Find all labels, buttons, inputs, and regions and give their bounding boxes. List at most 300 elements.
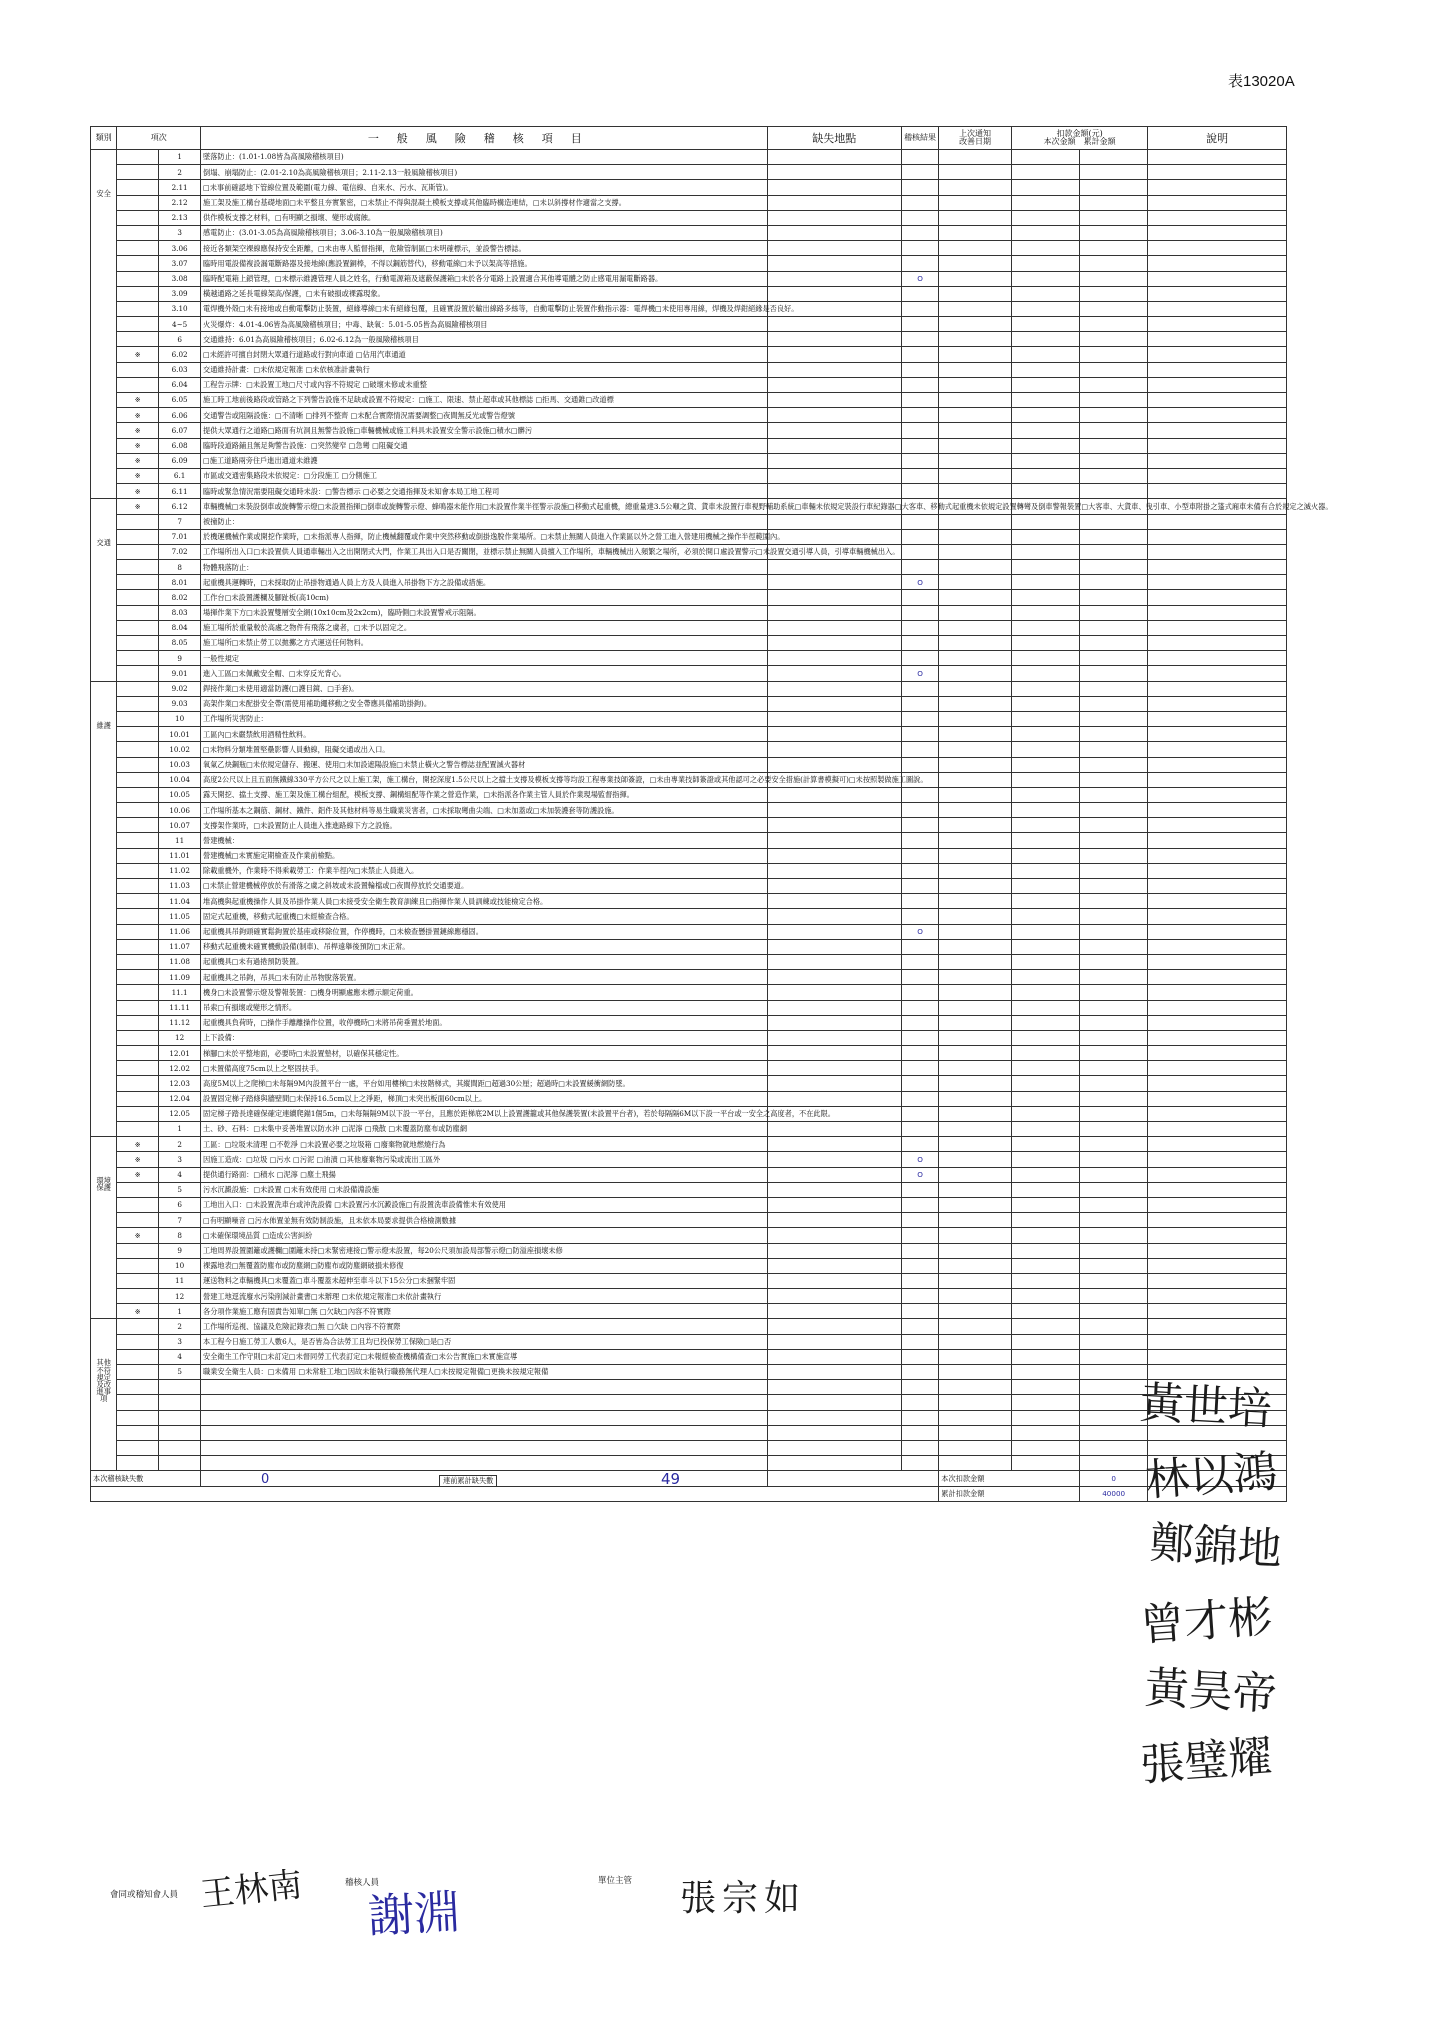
row-total-amount: [1080, 1061, 1148, 1076]
row-total-amount: [1080, 1243, 1148, 1258]
row-star: [117, 1015, 159, 1030]
row-remarks: [1148, 195, 1287, 210]
rows-body: [91, 150, 1333, 1471]
row-remarks: [1148, 666, 1287, 681]
row-text: 機身□未設置警示燈及警報裝置：□機身明顯處應未標示額定荷重。: [201, 985, 768, 1000]
row-remarks: [1148, 529, 1287, 544]
row-remarks: [1148, 924, 1287, 939]
row-total-amount: [1080, 514, 1148, 529]
row-audit-result: [901, 1228, 938, 1243]
row-total-amount: [1080, 438, 1148, 453]
row-remarks: [1148, 848, 1287, 863]
row-number: 6.04: [159, 377, 201, 392]
row-total-amount: [1080, 529, 1148, 544]
this-deduct-value: 0: [1080, 1471, 1148, 1486]
right-signature: 黃昊帝: [1143, 1662, 1279, 1721]
row-number: 4: [159, 1167, 201, 1182]
row-number: 9: [159, 1243, 201, 1258]
row-number: 10.06: [159, 803, 201, 818]
row-star: [117, 560, 159, 575]
row-improve-date: [939, 332, 1012, 347]
table-row: [91, 803, 1287, 818]
row-location: [767, 620, 901, 635]
row-audit-result: [901, 1304, 938, 1319]
row-location: [767, 727, 901, 742]
row-number: 7: [159, 514, 201, 529]
row-text: 污水沉澱設施：□未設置 □未有效使用 □未設備淵設施: [201, 1182, 768, 1197]
row-number: 12.02: [159, 1061, 201, 1076]
row-remarks: [1148, 711, 1287, 726]
row-audit-result: [901, 180, 938, 195]
row-text: □未禁止營建機械停放於有滑落之虞之斜坡或未設置輪檔或□夜間停放於交通要道。: [201, 879, 768, 894]
row-total-amount: [1080, 636, 1148, 651]
row-total-amount: [1080, 1091, 1148, 1106]
row-this-amount: [1011, 484, 1079, 499]
row-number: 6.03: [159, 362, 201, 377]
row-text: 氧氣乙炔鋼瓶□未依規定儲存、搬運、使用□未加設遮陽設施□未禁止橫火之警告標誌並配置滅火器材: [201, 757, 768, 772]
table-row: [91, 1456, 1287, 1471]
row-number: [159, 1410, 201, 1425]
row-audit-result: [901, 1015, 938, 1030]
row-location: [767, 879, 901, 894]
row-text: [201, 1456, 768, 1471]
row-remarks: [1148, 1106, 1287, 1121]
row-this-amount: [1011, 393, 1079, 408]
row-improve-date: [939, 666, 1012, 681]
row-star: [117, 803, 159, 818]
row-improve-date: [939, 150, 1012, 165]
row-text: 高度5M以上之爬梯□未每隔9M內設置平台一處，平台如用樓梯□未按階梯式，其縱間距□超過30公厘；超過時□未設置緩衝網防墜。: [201, 1076, 768, 1091]
table-row: [91, 1197, 1287, 1212]
table-row: [91, 393, 1287, 408]
row-star: [117, 1213, 159, 1228]
row-audit-result: O: [901, 1167, 938, 1182]
row-text: 施工場所於重量較於高處之物件有飛落之虞者，□未予以固定之。: [201, 620, 768, 635]
table-row: [91, 301, 1287, 316]
row-star: [117, 271, 159, 286]
row-number: 6.09: [159, 453, 201, 468]
row-remarks: [1148, 1091, 1287, 1106]
row-star: [117, 514, 159, 529]
row-this-amount: [1011, 909, 1079, 924]
row-star: [117, 894, 159, 909]
row-total-amount: [1080, 1319, 1148, 1334]
row-improve-date: [939, 939, 1012, 954]
row-star: [117, 1091, 159, 1106]
row-text: [201, 1410, 768, 1425]
row-location: [767, 347, 901, 362]
row-this-amount: [1011, 1137, 1079, 1152]
row-number: 6.07: [159, 423, 201, 438]
row-total-amount: [1080, 1365, 1148, 1380]
row-improve-date: [939, 423, 1012, 438]
row-audit-result: [901, 711, 938, 726]
row-audit-result: [901, 1030, 938, 1045]
row-remarks: [1148, 1258, 1287, 1273]
row-text: 堆高機與起重機操作人員及吊掛作業人員□未接受安全衛生教育訓練且□指揮作業人員訓練或技能檢定合格。: [201, 894, 768, 909]
row-this-amount: [1011, 408, 1079, 423]
row-location: [767, 468, 901, 483]
row-location: [767, 1046, 901, 1061]
row-location: [767, 529, 901, 544]
row-total-amount: [1080, 757, 1148, 772]
row-total-amount: [1080, 1152, 1148, 1167]
row-total-amount: [1080, 484, 1148, 499]
row-location: [767, 1319, 901, 1334]
table-row: [91, 1167, 1287, 1182]
row-number: 11.12: [159, 1015, 201, 1030]
row-star: [117, 833, 159, 848]
row-text: 工作台□未設置護欄及腳趾板(高10cm): [201, 590, 768, 605]
row-audit-result: [901, 362, 938, 377]
row-star: [117, 620, 159, 635]
row-remarks: [1148, 301, 1287, 316]
row-improve-date: [939, 514, 1012, 529]
row-location: [767, 560, 901, 575]
row-this-amount: [1011, 1440, 1079, 1455]
row-improve-date: [939, 575, 1012, 590]
row-location: [767, 742, 901, 757]
row-text: 臨時用電設備複設漏電斷路器及接地線(應設置銅棒，不得以鋼筋替代)，移動電線□未予以架高等措施。: [201, 256, 768, 271]
right-signature: 曾才彬: [1138, 1591, 1274, 1652]
row-this-amount: [1011, 1167, 1079, 1182]
row-star: [117, 1106, 159, 1121]
row-audit-result: [901, 317, 938, 332]
row-number: 2.11: [159, 180, 201, 195]
row-total-amount: [1080, 681, 1148, 696]
row-audit-result: [901, 590, 938, 605]
row-location: [767, 636, 901, 651]
row-remarks: [1148, 332, 1287, 347]
row-number: 7: [159, 1213, 201, 1228]
row-location: [767, 241, 901, 256]
row-location: [767, 317, 901, 332]
row-remarks: [1148, 1015, 1287, 1030]
row-star: [117, 954, 159, 969]
row-total-amount: [1080, 985, 1148, 1000]
row-number: 8.04: [159, 620, 201, 635]
row-improve-date: [939, 696, 1012, 711]
row-location: [767, 1380, 901, 1395]
row-text: 移動式起重機未確實機動設備(制車)、吊桿遠舉後預防□未正常。: [201, 939, 768, 954]
row-audit-result: [901, 1334, 938, 1349]
row-star: ※: [117, 453, 159, 468]
row-this-amount: [1011, 894, 1079, 909]
row-location: [767, 894, 901, 909]
table-row: [91, 681, 1287, 696]
row-audit-result: [901, 1213, 938, 1228]
header-this-amount: 本次金額: [1043, 137, 1076, 146]
row-improve-date: [939, 1046, 1012, 1061]
row-remarks: [1148, 1000, 1287, 1015]
row-text: 工作場所巡視、協議及危險記錄表□無 □欠缺 □內容不符實際: [201, 1319, 768, 1334]
row-star: [117, 1380, 159, 1395]
footer-defects-cell: [201, 1470, 768, 1489]
table-row: [91, 1334, 1287, 1349]
header-total-amount: 累計金額: [1083, 137, 1116, 146]
row-this-amount: [1011, 1243, 1079, 1258]
row-total-amount: [1080, 256, 1148, 271]
row-text: 高度2公尺以上且五面無鐵線330平方公尺之以上施工架，施工構台，開挖深度1.5公尺以上之擋土支撐及模板支撐等均設工程專業技師簽證，□未由專業技師簽證或其他認可之必要安全措施(計算書模擬可)□未按照製做施工圖說。: [201, 772, 768, 787]
table-row: [91, 1395, 1287, 1410]
row-audit-result: O: [901, 271, 938, 286]
header-item-no: 項次: [117, 127, 201, 150]
row-this-amount: [1011, 696, 1079, 711]
row-text: 露天開挖、擋土支撐、施工架及施工構台組配，模板支撐、鋼構組配等作業之營造作業，□未指派各作業主管人員於作業現場監督指揮。: [201, 787, 768, 802]
row-this-amount: [1011, 544, 1079, 559]
supervisor-label: 單位主管: [598, 1876, 633, 1886]
table-row: [91, 1349, 1287, 1364]
table-row: [91, 1015, 1287, 1030]
table-row: [91, 1365, 1287, 1380]
row-text: 起重機具吊鉤頭確實鬆鉤置於基座或移除位置，作停機時，□未檢查懸掛置鏈線應穩固。: [201, 924, 768, 939]
row-this-amount: [1011, 1182, 1079, 1197]
row-audit-result: [901, 1106, 938, 1121]
row-remarks: [1148, 1334, 1287, 1349]
row-star: [117, 150, 159, 165]
row-location: [767, 1076, 901, 1091]
row-audit-result: [901, 1440, 938, 1455]
row-number: 4~5: [159, 317, 201, 332]
row-audit-result: [901, 1091, 938, 1106]
row-audit-result: [901, 1137, 938, 1152]
row-star: [117, 848, 159, 863]
row-this-amount: [1011, 347, 1079, 362]
row-text: 梯腳□未於平整地面，必要時□未設置墊材，以確保其穩定性。: [201, 1046, 768, 1061]
row-text: 高架作業□未配掛安全帶(需使用補助繩移動之安全帶應具備補助掛鉤)。: [201, 696, 768, 711]
row-star: [117, 696, 159, 711]
row-this-amount: [1011, 195, 1079, 210]
total-deduct-value: 40000: [1080, 1486, 1148, 1501]
row-location: [767, 332, 901, 347]
table-row: [91, 256, 1287, 271]
row-improve-date: [939, 529, 1012, 544]
row-this-amount: [1011, 727, 1079, 742]
row-audit-result: [901, 377, 938, 392]
row-text: 施工場所□未禁止勞工以拋擲之方式運送任何物料。: [201, 636, 768, 651]
table-row: [91, 1030, 1287, 1045]
row-number: 3.09: [159, 286, 201, 301]
row-location: [767, 453, 901, 468]
row-audit-result: [901, 1000, 938, 1015]
row-text: 工區內□未嚴禁飲用酒精性飲料。: [201, 727, 768, 742]
row-audit-result: [901, 241, 938, 256]
row-audit-result: [901, 484, 938, 499]
row-location: [767, 924, 901, 939]
row-this-amount: [1011, 150, 1079, 165]
row-remarks: [1148, 225, 1287, 240]
table-row: [91, 1213, 1287, 1228]
row-number: 11.02: [159, 863, 201, 878]
row-number: 11: [159, 1273, 201, 1288]
header-last-notice: [939, 127, 1012, 150]
row-location: [767, 408, 901, 423]
row-improve-date: [939, 1304, 1012, 1319]
form-number: 表13020A: [1228, 73, 1295, 90]
row-star: [117, 970, 159, 985]
row-this-amount: [1011, 772, 1079, 787]
row-audit-result: [901, 1258, 938, 1273]
row-audit-result: [901, 727, 938, 742]
row-number: 2.13: [159, 210, 201, 225]
row-this-amount: [1011, 1213, 1079, 1228]
row-improve-date: [939, 468, 1012, 483]
row-audit-result: [901, 1243, 938, 1258]
row-text: 於機運機械作業或開挖作業時，□未指派專人指揮，防止機械翻覆或作業中突然移動或倒掛逸脫作業場所。□未禁止無關人員進入作業區以外之營工進入營建用機械之操作半徑範圍內。: [201, 529, 768, 544]
row-audit-result: [901, 833, 938, 848]
row-total-amount: [1080, 924, 1148, 939]
row-total-amount: [1080, 393, 1148, 408]
row-total-amount: [1080, 1440, 1148, 1455]
row-remarks: [1148, 1273, 1287, 1288]
row-audit-result: [901, 453, 938, 468]
row-improve-date: [939, 1273, 1012, 1288]
row-text: □未確保環境品質 □造成公害糾紛: [201, 1228, 768, 1243]
row-improve-date: [939, 1380, 1012, 1395]
row-location: [767, 954, 901, 969]
table-row: [91, 362, 1287, 377]
table-row: [91, 575, 1287, 590]
row-audit-result: [901, 210, 938, 225]
header-audit-result: 稽核結果: [901, 127, 938, 150]
row-audit-result: O: [901, 924, 938, 939]
row-audit-result: [901, 393, 938, 408]
row-number: 11.03: [159, 879, 201, 894]
row-star: [117, 727, 159, 742]
row-remarks: [1148, 1197, 1287, 1212]
row-text: 物體飛落防止：: [201, 560, 768, 575]
row-this-amount: [1011, 1395, 1079, 1410]
row-improve-date: [939, 1015, 1012, 1030]
row-this-amount: [1011, 256, 1079, 271]
row-number: 8: [159, 1228, 201, 1243]
row-total-amount: [1080, 1000, 1148, 1015]
row-total-amount: [1080, 1122, 1148, 1137]
table-row: [91, 711, 1287, 726]
row-total-amount: [1080, 666, 1148, 681]
row-remarks: [1148, 150, 1287, 165]
row-star: ※: [117, 484, 159, 499]
row-location: [767, 605, 901, 620]
row-total-amount: [1080, 1213, 1148, 1228]
row-this-amount: [1011, 757, 1079, 772]
row-total-amount: [1080, 787, 1148, 802]
row-location: [767, 1137, 901, 1152]
row-number: 8.03: [159, 605, 201, 620]
table-row: [91, 332, 1287, 347]
row-this-amount: [1011, 1334, 1079, 1349]
row-location: [767, 1410, 901, 1425]
row-location: [767, 1167, 901, 1182]
row-total-amount: [1080, 909, 1148, 924]
row-total-amount: [1080, 1304, 1148, 1319]
row-improve-date: [939, 681, 1012, 696]
row-this-amount: [1011, 1304, 1079, 1319]
header-deduction-label: 扣款金額(元): [1056, 129, 1103, 138]
row-audit-result: [901, 1197, 938, 1212]
row-location: [767, 256, 901, 271]
row-star: [117, 818, 159, 833]
row-star: [117, 1030, 159, 1045]
row-remarks: [1148, 727, 1287, 742]
row-audit-result: [901, 408, 938, 423]
row-audit-result: [901, 423, 938, 438]
row-star: ※: [117, 408, 159, 423]
row-number: 10: [159, 711, 201, 726]
row-number: 2: [159, 1319, 201, 1334]
row-text: 電焊機外殼□未有接地或自動電擊防止裝置，絕緣導線□未有絕緣包覆，且確實設置於輸出線路多絲等，自動電擊防止裝置作動指示器：電焊機□未使用專用線，焊機及焊鉗絕緣是否良好。: [201, 301, 768, 316]
row-this-amount: [1011, 1061, 1079, 1076]
row-number: [159, 1395, 201, 1410]
row-location: [767, 1152, 901, 1167]
row-number: 10.04: [159, 772, 201, 787]
row-audit-result: [901, 438, 938, 453]
row-star: ※: [117, 1167, 159, 1182]
row-star: [117, 681, 159, 696]
row-audit-result: [901, 225, 938, 240]
row-remarks: [1148, 1243, 1287, 1258]
category-env: 環境保護: [91, 1137, 117, 1319]
row-star: [117, 1425, 159, 1440]
row-text: 除載重機外，作業時不得乘載勞工：作業半徑內□未禁止人員進入。: [201, 863, 768, 878]
row-total-amount: [1080, 575, 1148, 590]
row-text: □有明顯噪音 □污水佈置並無有效防制設施，且未依本局要求提供合格檢測數據: [201, 1213, 768, 1228]
row-this-amount: [1011, 362, 1079, 377]
table-row: [91, 1289, 1287, 1304]
row-total-amount: [1080, 879, 1148, 894]
row-star: [117, 985, 159, 1000]
row-total-amount: [1080, 742, 1148, 757]
row-improve-date: [939, 1061, 1012, 1076]
row-text: □未事前確認地下管線位置及範圍(電力線、電信線、自來水、污水、瓦斯管)。: [201, 180, 768, 195]
row-total-amount: [1080, 423, 1148, 438]
row-this-amount: [1011, 863, 1079, 878]
table-row: [91, 241, 1287, 256]
row-this-amount: [1011, 1197, 1079, 1212]
row-this-amount: [1011, 514, 1079, 529]
row-audit-result: [901, 1395, 938, 1410]
row-text: □未置備高度75cm以上之堅固扶手。: [201, 1061, 768, 1076]
row-location: [767, 1182, 901, 1197]
row-this-amount: [1011, 165, 1079, 180]
row-remarks: [1148, 757, 1287, 772]
row-this-amount: [1011, 1015, 1079, 1030]
row-audit-result: [901, 757, 938, 772]
row-text: [201, 1380, 768, 1395]
row-total-amount: [1080, 1289, 1148, 1304]
row-improve-date: [939, 1106, 1012, 1121]
table-row: [91, 1380, 1287, 1395]
row-text: 感電防止：(3.01-3.05為高風險稽核項目；3.06-3.10為一般風險稽核項目): [201, 225, 768, 240]
row-text: 設置固定梯子踏條與牆壁間□未保持16.5cm以上之淨距，梯頂□未突出板面60cm以上。: [201, 1091, 768, 1106]
row-total-amount: [1080, 803, 1148, 818]
row-text: 上下設備：: [201, 1030, 768, 1045]
row-improve-date: [939, 484, 1012, 499]
row-this-amount: [1011, 651, 1079, 666]
row-improve-date: [939, 1167, 1012, 1182]
table-row: [91, 1106, 1287, 1121]
row-this-amount: [1011, 970, 1079, 985]
row-this-amount: [1011, 1425, 1079, 1440]
row-star: [117, 1395, 159, 1410]
row-star: [117, 1273, 159, 1288]
row-improve-date: [939, 1152, 1012, 1167]
right-signature: 張璧耀: [1138, 1731, 1274, 1792]
row-this-amount: [1011, 317, 1079, 332]
row-improve-date: [939, 362, 1012, 377]
inspector-signature: 謝淵: [366, 1884, 462, 1944]
this-defects-value: 0: [261, 1472, 270, 1488]
